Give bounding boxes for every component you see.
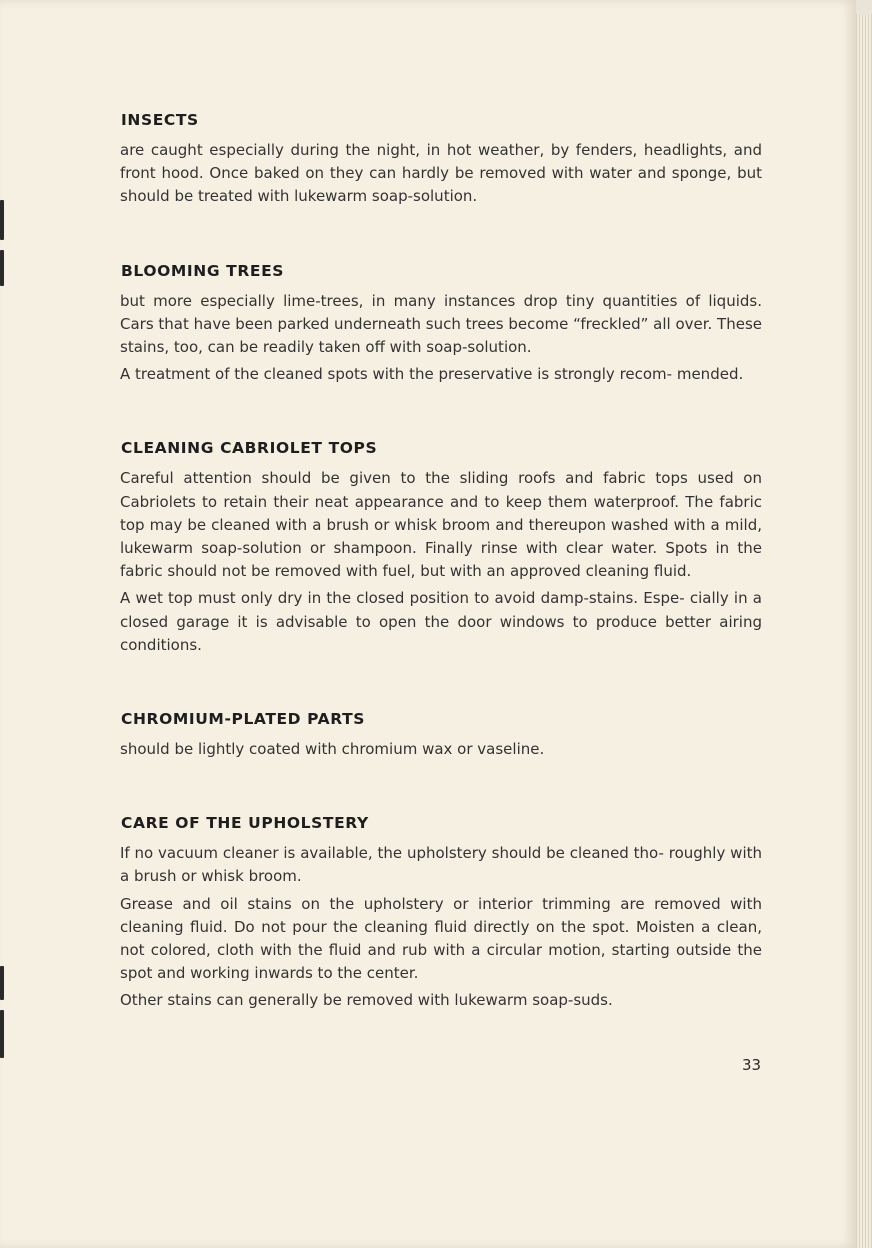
section-care-of-upholstery: [120, 813, 762, 1012]
section-blooming-trees: [120, 261, 762, 387]
section-paragraph: should be lightly coated with chromium wax or vaseline.: [120, 740, 545, 759]
section-heading: INSECTS: [121, 111, 199, 129]
page-content: [120, 110, 762, 1065]
section-heading: CHROMIUM-PLATED PARTS: [121, 710, 366, 729]
section-paragraph: A treatment of the cleaned spots with the preservative is strongly recom- mended.: [120, 365, 744, 384]
section-paragraph: A wet top must only dry in the closed position to avoid damp-stains. Espe- cially in a closed garage it is advisable to open the door windows to produce better airing conditions.: [120, 589, 762, 654]
section-paragraph: If no vacuum cleaner is available, the upholstery should be cleaned tho- roughly with a brush or whisk broom.: [120, 844, 762, 886]
section-chromium-plated-parts: [120, 709, 762, 761]
binding-mark-upper: [0, 250, 4, 286]
section-heading: BLOOMING TREES: [121, 261, 285, 280]
section-heading: CARE OF THE UPHOLSTERY: [121, 814, 369, 833]
binding-mark-top: [0, 200, 4, 240]
section-insects: [120, 110, 762, 209]
section-paragraph: Grease and oil stains on the upholstery or interior trimming are removed with cleaning fluid. Do not pour the cleaning fluid directly on the spot. Moisten a clean, not colored, cloth with the fluid and rub with a circular motion, starting outside the spot and working inwards to the center.: [120, 894, 762, 983]
section-cleaning-cabriolet-tops: [120, 438, 762, 657]
section-paragraph: are caught especially during the night, in hot weather, by fenders, headlights, and front hood. Once baked on they can hardly be removed with water and sponge, but should be treated with lukewarm soap-solution.: [120, 141, 762, 206]
binding-mark-bottom: [0, 1010, 4, 1058]
section-paragraph: Careful attention should be given to the sliding roofs and fabric tops used on Cabriolets to retain their neat appearance and to keep them waterproof. The fabric top may be cleaned with a brush or whisk broom and thereupon washed with a mild, lukewarm soap-solution or shampoon. Finally rinse with clear water. Spots in the fabric should not be removed with fuel, but with an approved cleaning fluid.: [120, 469, 762, 581]
section-paragraph: Other stains can generally be removed with lukewarm soap-suds.: [120, 991, 613, 1010]
page-stack-edge: [856, 14, 872, 1248]
section-heading: CLEANING CABRIOLET TOPS: [121, 439, 378, 458]
section-paragraph: but more especially lime-trees, in many instances drop tiny quantities of liquids. Cars that have been parked underneath such trees become “freckled” all over. These stains, too, can be readily taken off with soap-solution.: [120, 291, 762, 357]
binding-mark-lower: [0, 966, 4, 1000]
page-number: 33: [742, 1056, 762, 1074]
